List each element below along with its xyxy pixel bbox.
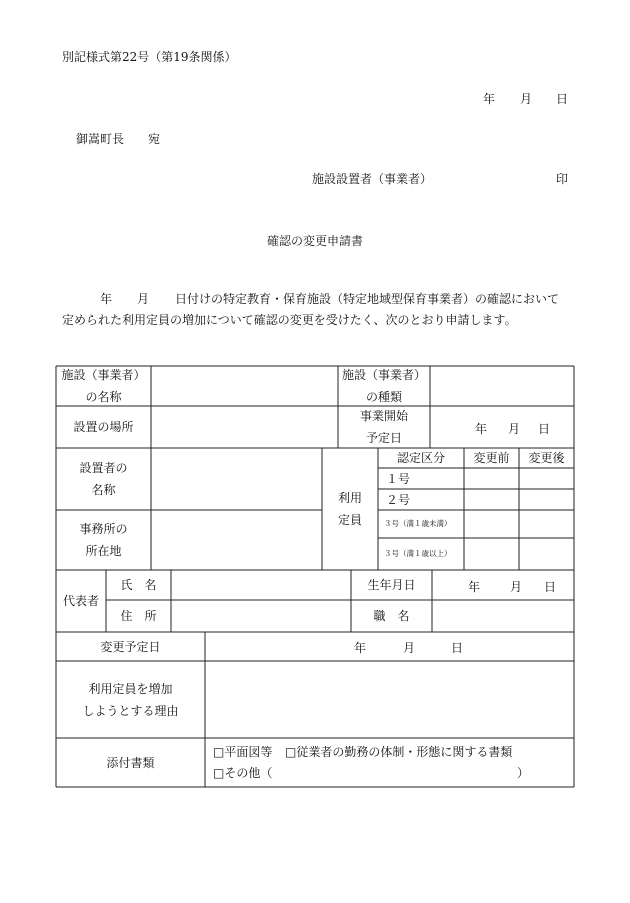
facility-type-label: 施設（事業者） の種類 bbox=[341, 368, 426, 404]
category-1-after-field[interactable] bbox=[519, 468, 574, 489]
attach-other-close: ） bbox=[517, 766, 530, 780]
date-day-label: 日 bbox=[556, 92, 569, 106]
category-3a-before-field[interactable] bbox=[464, 510, 519, 538]
cert-category-header: 認定区分 bbox=[396, 451, 445, 465]
birth-day-label: 日 bbox=[544, 580, 557, 594]
date-year-label: 年 bbox=[483, 92, 496, 106]
category-3a-after-field[interactable] bbox=[519, 510, 574, 538]
birth-date-label: 生年月日 bbox=[367, 578, 416, 592]
capacity-label: 利用 定員 bbox=[337, 491, 362, 527]
change-year-label: 年 bbox=[354, 641, 367, 655]
location-field[interactable] bbox=[151, 406, 338, 448]
category-3b-after-field[interactable] bbox=[519, 538, 574, 570]
facility-name-label: 施設（事業者） の名称 bbox=[61, 368, 146, 404]
reason-label: 利用定員を増加 しようとする理由 bbox=[82, 681, 179, 718]
change-date-label: 変更予定日 bbox=[100, 639, 161, 654]
form-number: 別記様式第22号（第19条関係） bbox=[62, 50, 237, 64]
attach-other-checkbox[interactable]: □その他（ bbox=[213, 766, 273, 780]
facility-type-field[interactable] bbox=[430, 366, 574, 406]
birth-year-label: 年 bbox=[468, 580, 481, 594]
office-address-label: 事務所の 所在地 bbox=[79, 522, 128, 558]
category-3b-label: ３号（満１歳以上） bbox=[384, 549, 452, 558]
date-month-label: 月 bbox=[520, 92, 533, 106]
category-1-before-field[interactable] bbox=[464, 468, 519, 489]
position-label: 職 名 bbox=[373, 609, 410, 623]
category-1-label: １号 bbox=[386, 471, 411, 486]
category-2-before-field[interactable] bbox=[464, 489, 519, 510]
category-3a-label: ３号（満１歳未満） bbox=[384, 519, 452, 528]
category-3b-before-field[interactable] bbox=[464, 538, 519, 570]
before-change-header: 変更前 bbox=[473, 451, 510, 465]
reason-field[interactable] bbox=[205, 661, 574, 738]
body-line2: 定められた利用定員の増加について確認の変更を受けたく、次のとおり申請します。 bbox=[62, 313, 517, 327]
attach-staff-checkbox[interactable]: □従業者の勤務の体制・形態に関する書類 bbox=[285, 745, 513, 759]
start-day-label: 日 bbox=[538, 422, 551, 436]
document-title: 確認の変更申請書 bbox=[267, 234, 364, 248]
rep-address-field[interactable] bbox=[171, 600, 351, 632]
birth-month-label: 月 bbox=[510, 580, 523, 594]
location-label: 設置の場所 bbox=[73, 420, 134, 434]
body-line1: 日付けの特定教育・保育施設（特定地域型保育事業者）の確認において bbox=[175, 292, 560, 306]
attach-floorplan-checkbox[interactable]: □平面図等 bbox=[213, 745, 273, 759]
facility-name-field[interactable] bbox=[151, 366, 338, 406]
rep-name-label: 氏 名 bbox=[120, 578, 157, 592]
rep-name-field[interactable] bbox=[171, 570, 351, 600]
addressee-suffix: 宛 bbox=[148, 132, 161, 146]
addressee: 御嵩町長 bbox=[76, 132, 125, 146]
body-month: 月 bbox=[137, 292, 150, 306]
applicant-label: 施設設置者（事業者） bbox=[312, 172, 433, 186]
change-day-label: 日 bbox=[451, 641, 464, 655]
start-date-label: 事業開始 予定日 bbox=[359, 409, 408, 445]
change-month-label: 月 bbox=[403, 641, 416, 655]
body-year: 年 bbox=[100, 292, 113, 306]
founder-name-field[interactable] bbox=[151, 448, 322, 510]
rep-address-label: 住 所 bbox=[120, 609, 157, 623]
office-address-field[interactable] bbox=[151, 510, 322, 570]
category-2-after-field[interactable] bbox=[519, 489, 574, 510]
after-change-header: 変更後 bbox=[528, 451, 565, 465]
attachments-label: 添付書類 bbox=[106, 755, 155, 770]
category-2-label: ２号 bbox=[386, 492, 411, 507]
position-field[interactable] bbox=[432, 600, 574, 632]
start-month-label: 月 bbox=[508, 422, 521, 436]
founder-name-label: 設置者の 名称 bbox=[79, 461, 128, 497]
seal-mark: 印 bbox=[556, 172, 569, 186]
start-year-label: 年 bbox=[475, 422, 488, 436]
representative-label: 代表者 bbox=[62, 594, 99, 608]
